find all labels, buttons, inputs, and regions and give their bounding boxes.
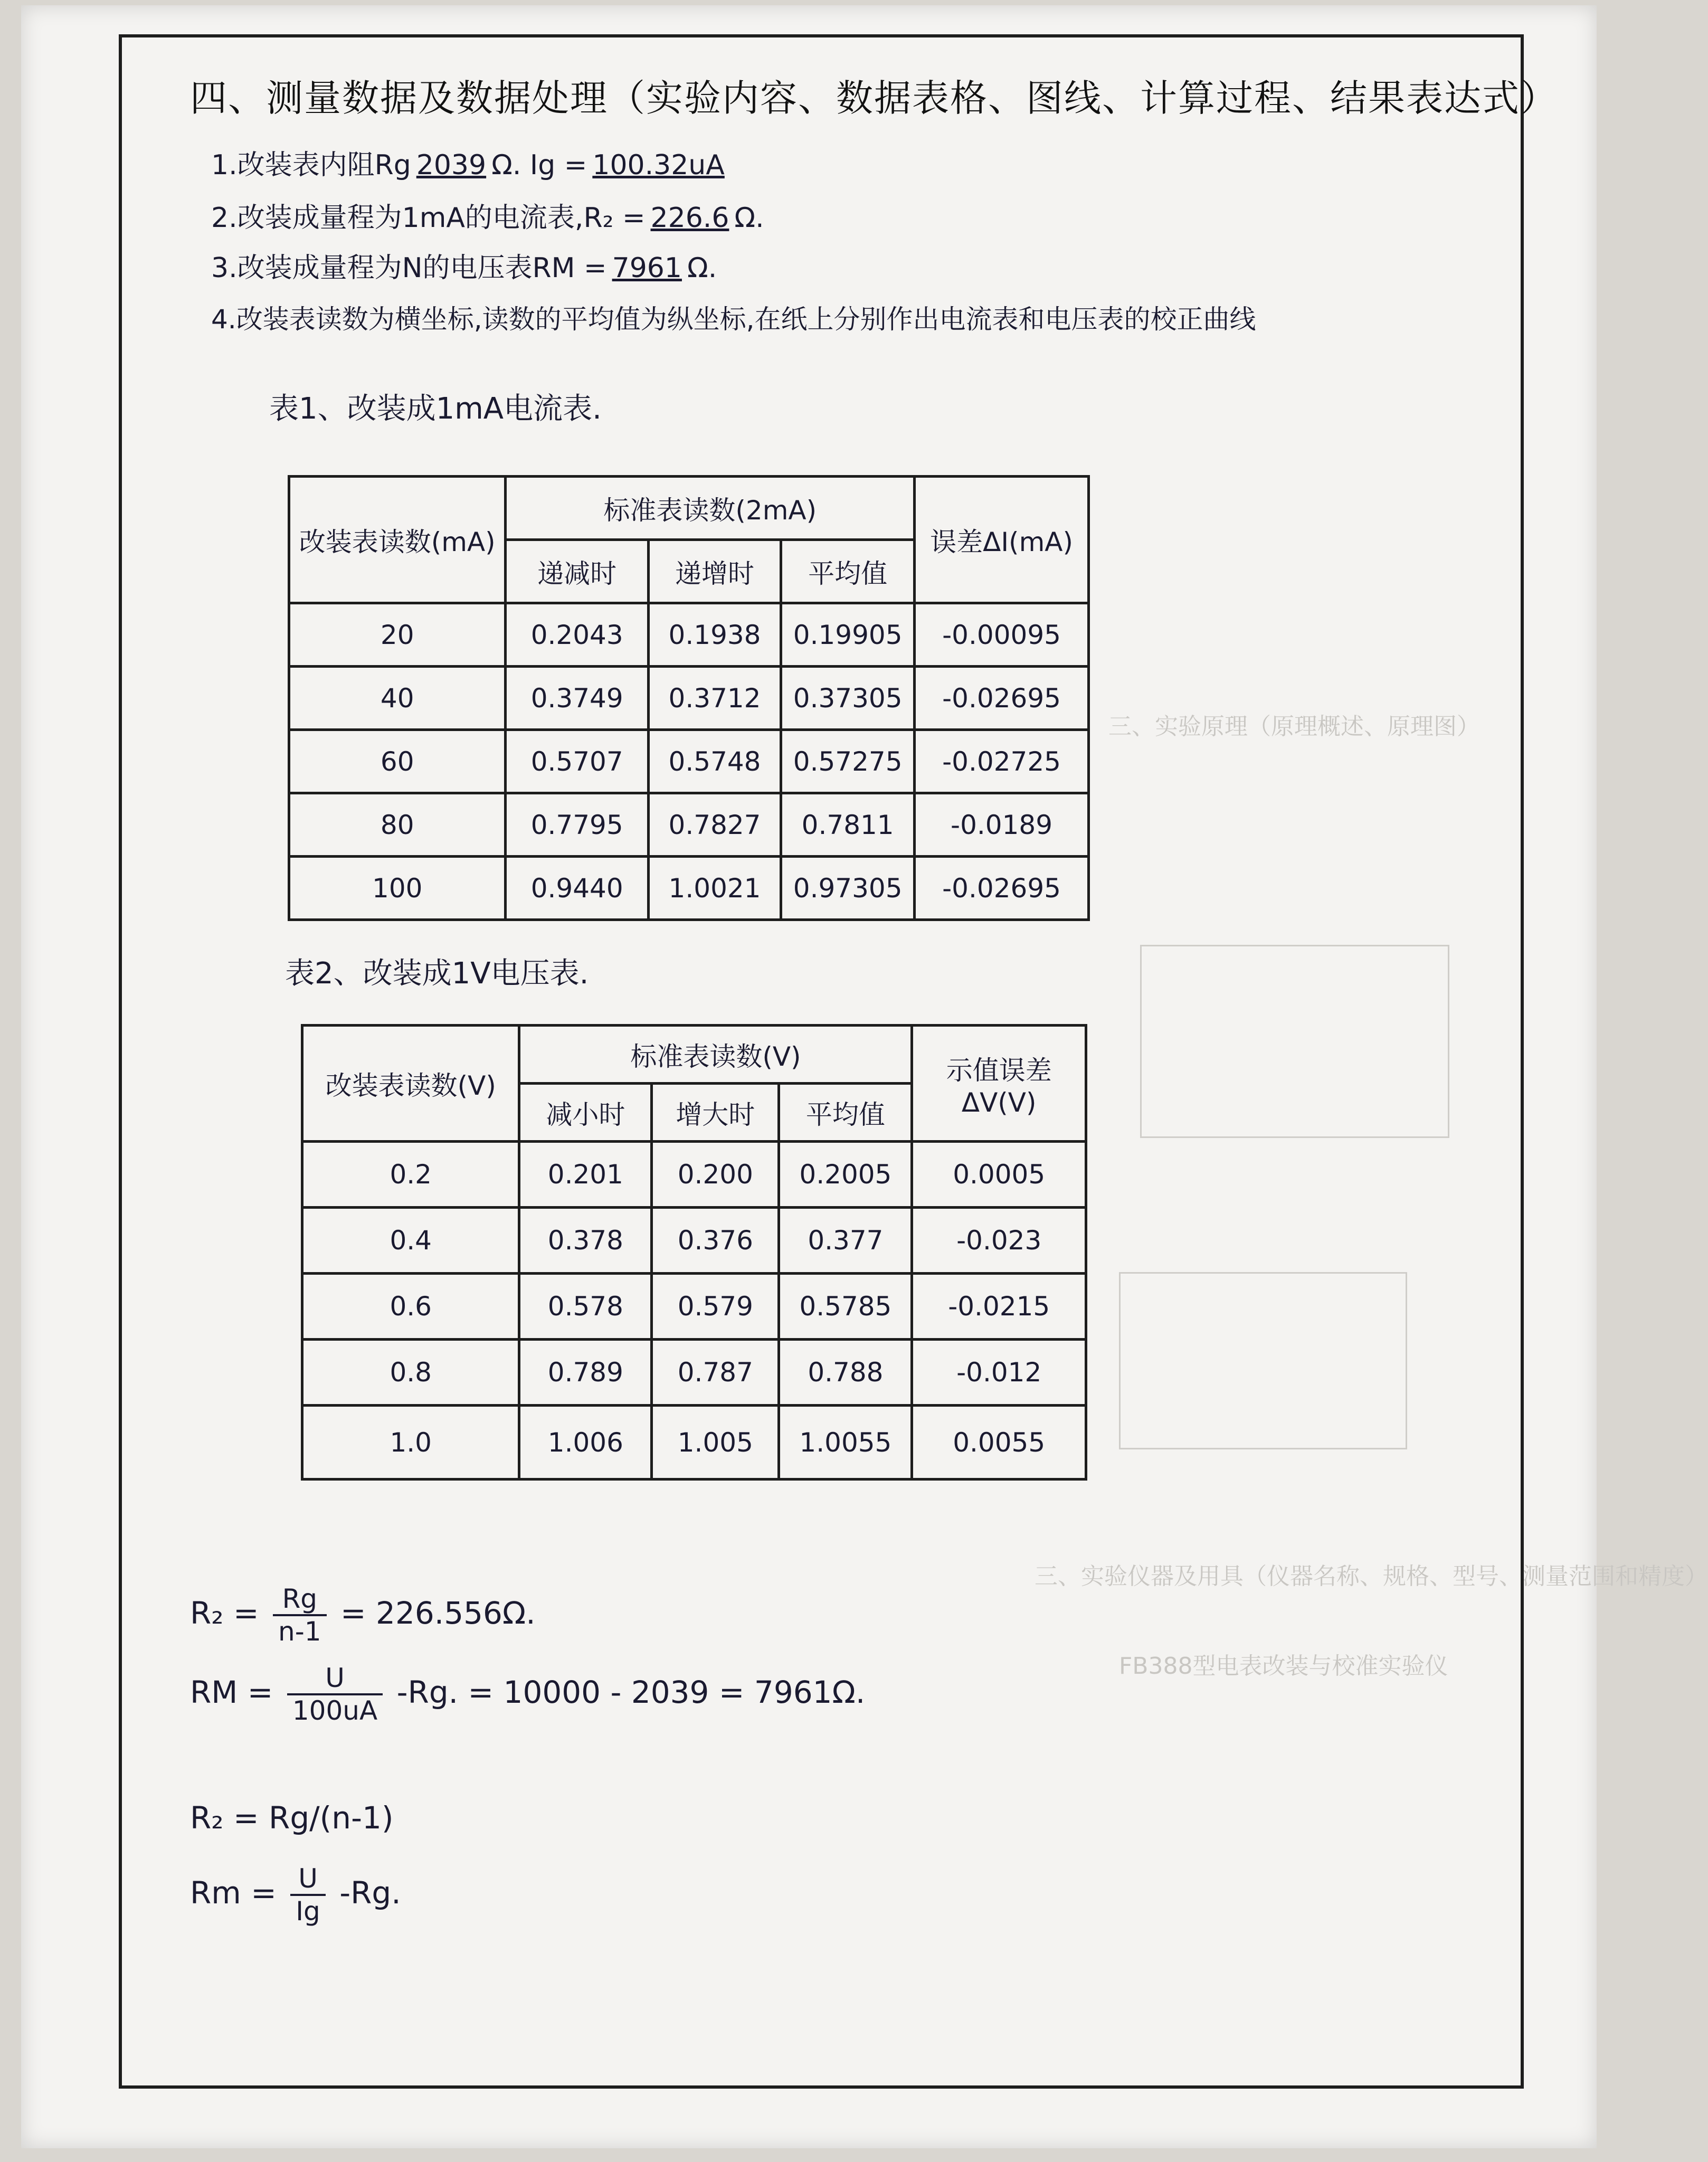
t2-dec: 1.006 (519, 1406, 652, 1480)
t1-reading: 40 (289, 667, 506, 730)
t2-header-error: 示值误差ΔV(V) (912, 1026, 1086, 1142)
t2-dec: 0.378 (519, 1208, 652, 1274)
item-2 (211, 195, 764, 235)
t1-dec: 0.9440 (506, 857, 648, 920)
ig-value: 100.32uA (592, 149, 725, 181)
t2-avg: 0.377 (779, 1208, 912, 1274)
r2-value: 226.6 (650, 202, 729, 234)
t2-header-dec: 减小时 (519, 1084, 652, 1142)
t2-reading: 0.6 (302, 1274, 519, 1340)
t2-inc: 0.376 (652, 1208, 779, 1274)
t1-avg: 0.7811 (781, 793, 915, 857)
t1-err: -0.02725 (915, 730, 1089, 793)
table-2-voltage-meter (301, 1024, 1087, 1481)
t1-err: -0.0189 (915, 793, 1089, 857)
rg-value: 2039 (416, 149, 487, 181)
table-1-caption: 表1、改装成1mA电流表. (269, 392, 602, 426)
formula-rm-general-lhs: Rm = (190, 1875, 277, 1911)
t1-reading: 100 (289, 857, 506, 920)
formula-rm-general-fraction (290, 1863, 325, 1927)
t2-err: -0.023 (912, 1208, 1086, 1274)
item-3 (211, 245, 717, 285)
t2-reading: 0.2 (302, 1142, 519, 1208)
t2-avg: 0.2005 (779, 1142, 912, 1208)
t1-header-inc: 递增时 (648, 540, 781, 603)
item-2-prefix: 2.改装成量程为1mA的电流表,R₂ = (211, 202, 646, 234)
table-row (302, 1208, 1086, 1274)
formula-rm-general-numerator: U (290, 1863, 325, 1896)
bleed-through-text-3: FB388型电表改装与校准实验仪 (1119, 1653, 1448, 1680)
t1-avg: 0.37305 (781, 667, 915, 730)
item-3-prefix: 3.改装成量程为N的电压表RM = (211, 252, 607, 284)
t2-dec: 0.789 (519, 1340, 652, 1406)
formula-r2-rhs: = 226.556Ω. (340, 1595, 536, 1632)
t1-dec: 0.2043 (506, 603, 648, 667)
t2-err: 0.0055 (912, 1406, 1086, 1480)
formula-r2-general: R₂ = Rg/(n-1) (190, 1800, 394, 1836)
section-heading: 四、测量数据及数据处理（实验内容、数据表格、图线、计算过程、结果表达式） (190, 77, 1558, 120)
t1-err: -0.00095 (915, 603, 1089, 667)
t1-err: -0.02695 (915, 857, 1089, 920)
t2-header-standard: 标准表读数(V) (519, 1026, 912, 1084)
table-1-current-meter (288, 475, 1090, 921)
t2-err: -0.012 (912, 1340, 1086, 1406)
item-1-mid: Ω. Ig = (491, 149, 587, 181)
t1-reading: 60 (289, 730, 506, 793)
t2-inc: 0.200 (652, 1142, 779, 1208)
t2-reading: 0.8 (302, 1340, 519, 1406)
t2-inc: 0.787 (652, 1340, 779, 1406)
t2-avg: 0.5785 (779, 1274, 912, 1340)
item-3-unit: Ω. (687, 252, 717, 284)
t1-inc: 0.1938 (648, 603, 781, 667)
formula-rm-general (190, 1863, 401, 1927)
t2-reading: 1.0 (302, 1406, 519, 1480)
item-1 (211, 143, 730, 182)
table-row (289, 603, 1089, 667)
table-row (289, 793, 1089, 857)
t1-avg: 0.97305 (781, 857, 915, 920)
t2-err: 0.0005 (912, 1142, 1086, 1208)
item-1-prefix: 1.改装表内阻Rg (211, 149, 411, 181)
t1-header-dec: 递减时 (506, 540, 648, 603)
formula-rm (190, 1663, 865, 1726)
table-row (302, 1142, 1086, 1208)
t1-dec: 0.3749 (506, 667, 648, 730)
rm-value: 7961 (612, 252, 682, 284)
t1-err: -0.02695 (915, 667, 1089, 730)
t1-inc: 0.7827 (648, 793, 781, 857)
t2-dec: 0.578 (519, 1274, 652, 1340)
t1-header-avg: 平均值 (781, 540, 915, 603)
formula-r2-numerator: Rg (273, 1583, 327, 1616)
t1-header-reading: 改装表读数(mA) (289, 477, 506, 603)
t1-reading: 80 (289, 793, 506, 857)
table-row (289, 857, 1089, 920)
t2-reading: 0.4 (302, 1208, 519, 1274)
t1-dec: 0.5707 (506, 730, 648, 793)
t1-avg: 0.19905 (781, 603, 915, 667)
t1-inc: 0.5748 (648, 730, 781, 793)
t2-inc: 1.005 (652, 1406, 779, 1480)
t1-avg: 0.57275 (781, 730, 915, 793)
item-4: 4.改装表读数为横坐标,读数的平均值为纵坐标,在纸上分别作出电流表和电压表的校正曲线 (211, 304, 1256, 335)
paper-sheet (21, 5, 1708, 2148)
t2-avg: 1.0055 (779, 1406, 912, 1480)
table-row (302, 1274, 1086, 1340)
t2-inc: 0.579 (652, 1274, 779, 1340)
t1-reading: 20 (289, 603, 506, 667)
t2-dec: 0.201 (519, 1142, 652, 1208)
formula-r2-lhs: R₂ = (190, 1595, 259, 1632)
table-2-caption: 表2、改装成1V电压表. (285, 956, 589, 991)
formula-rm-general-rhs: -Rg. (339, 1875, 401, 1911)
t1-dec: 0.7795 (506, 793, 648, 857)
t1-inc: 0.3712 (648, 667, 781, 730)
formula-r2 (190, 1583, 536, 1647)
table-row (289, 667, 1089, 730)
bleed-through-text-1: 三、实验原理（原理概述、原理图） (1108, 713, 1480, 740)
formula-rm-denominator: 100uA (292, 1695, 378, 1726)
formula-rm-general-denominator: Ig (296, 1896, 320, 1927)
table-row (302, 1406, 1086, 1480)
formula-rm-fraction (287, 1663, 383, 1726)
item-2-unit: Ω. (734, 202, 764, 234)
t2-err: -0.0215 (912, 1274, 1086, 1340)
formula-r2-denominator: n-1 (278, 1616, 321, 1647)
formula-rm-numerator: U (287, 1663, 383, 1695)
formula-rm-rhs: -Rg. = 10000 - 2039 = 7961Ω. (396, 1674, 866, 1711)
t1-header-standard: 标准表读数(2mA) (506, 477, 915, 540)
formula-rm-lhs: RM = (190, 1674, 273, 1711)
t1-inc: 1.0021 (648, 857, 781, 920)
t1-header-error: 误差ΔI(mA) (915, 477, 1089, 603)
t2-header-reading: 改装表读数(V) (302, 1026, 519, 1142)
table-row (302, 1340, 1086, 1406)
table-row (289, 730, 1089, 793)
t2-header-avg: 平均值 (779, 1084, 912, 1142)
t2-header-inc: 增大时 (652, 1084, 779, 1142)
bleed-through-text-2: 三、实验仪器及用具（仪器名称、规格、型号、测量范围和精度） (1035, 1563, 1708, 1590)
formula-r2-fraction (273, 1583, 327, 1647)
t2-avg: 0.788 (779, 1340, 912, 1406)
